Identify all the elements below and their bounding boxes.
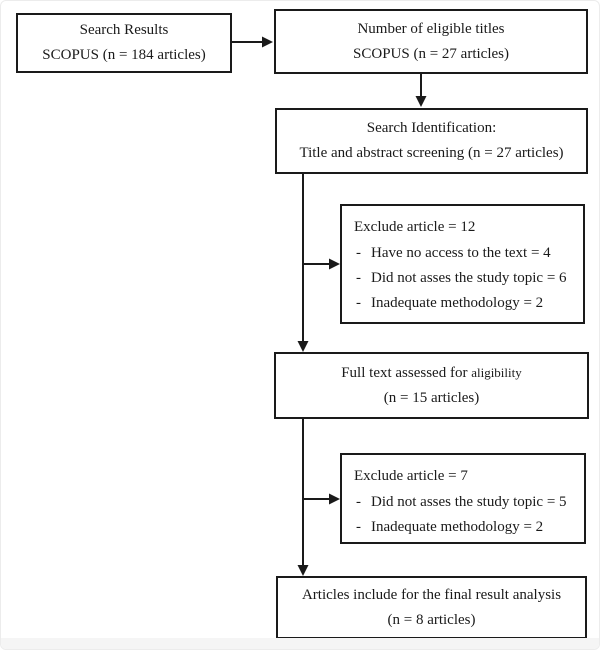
- arrow-fulltext-to-final: [298, 419, 309, 576]
- bullet-dash: -: [356, 295, 361, 311]
- full-text-title-suffix: aligibility: [471, 365, 522, 380]
- search-results-title: Search Results: [79, 22, 169, 38]
- exclude-second-item-text: Inadequate methodology = 2: [371, 519, 544, 535]
- bullet-dash: -: [356, 494, 361, 510]
- frame-bottom-strip: [1, 638, 599, 649]
- arrow-eligible-to-identification: [416, 74, 427, 107]
- exclude-first-item-text: Have no access to the text = 4: [371, 245, 551, 261]
- box-exclude-first: [340, 204, 585, 324]
- full-text-count: (n = 15 articles): [383, 390, 480, 406]
- bullet-dash: -: [356, 245, 361, 261]
- box-search-results: [16, 13, 232, 73]
- search-results-count: SCOPUS (n = 184 articles): [42, 47, 206, 63]
- exclude-second-item-text: Did not asses the study topic = 5: [371, 494, 567, 510]
- exclude-first-item-text: Did not asses the study topic = 6: [371, 270, 567, 286]
- full-text-title: [341, 364, 522, 382]
- box-exclude-second: [340, 453, 586, 544]
- flowchart-connectors: [1, 1, 600, 650]
- exclude-first-item-text: Inadequate methodology = 2: [371, 295, 544, 311]
- arrow-identification-to-fulltext: [298, 174, 309, 352]
- final-articles-count: (n = 8 articles): [387, 611, 476, 628]
- exclude-first-item: [354, 294, 579, 312]
- eligible-titles-title: Number of eligible titles: [357, 20, 505, 37]
- arrow-branch-to-exclude-second: [303, 494, 340, 505]
- search-identification-title: Search Identification:: [366, 120, 497, 136]
- exclude-first-title: Exclude article = 12: [354, 219, 476, 235]
- box-search-identification: [275, 108, 588, 174]
- bullet-dash: -: [356, 519, 361, 535]
- box-eligible-titles: [274, 9, 588, 74]
- search-identification-detail: Title and abstract screening (n = 27 articles): [299, 145, 564, 161]
- exclude-second-item: [354, 518, 580, 536]
- eligible-titles-count: SCOPUS (n = 27 articles): [353, 45, 509, 62]
- bullet-dash: -: [356, 270, 361, 286]
- exclude-second-title: Exclude article = 7: [354, 468, 468, 484]
- exclude-first-item: [354, 244, 579, 262]
- final-articles-title: Articles include for the final result analysis: [301, 586, 562, 603]
- arrow-branch-to-exclude-first: [303, 259, 340, 270]
- box-full-text-assessed: [274, 352, 589, 419]
- arrow-search-to-eligible: [232, 37, 273, 48]
- exclude-first-item: [354, 269, 579, 287]
- full-text-title-prefix: Full text assessed for: [341, 365, 468, 381]
- exclude-second-item: [354, 493, 580, 511]
- box-final-articles: [276, 576, 587, 639]
